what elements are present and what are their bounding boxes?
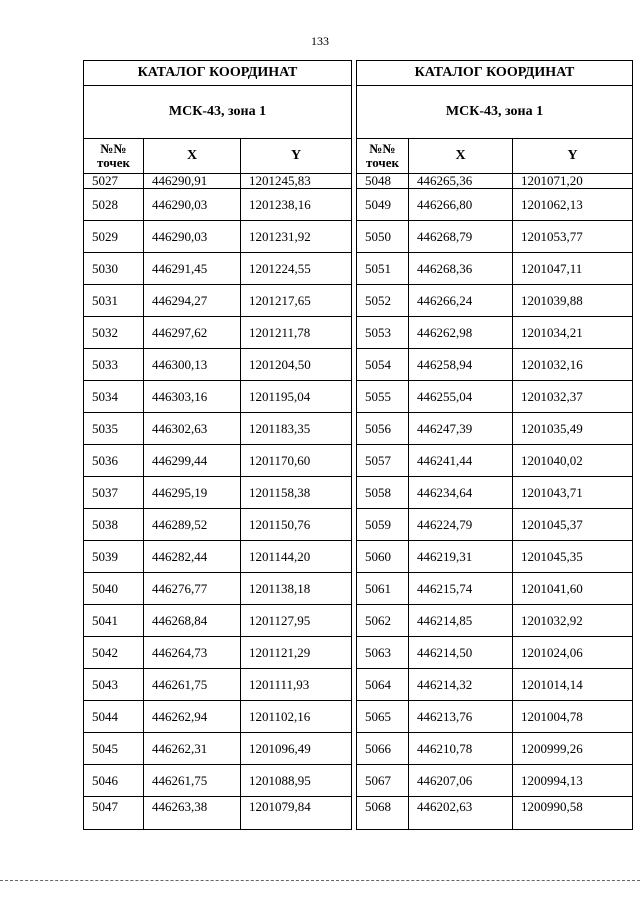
table-row: [357, 733, 633, 765]
x-coordinate-cell: 446224,79: [409, 509, 513, 541]
x-coordinate-cell: 446262,98: [409, 317, 513, 349]
column-header-point-number-line: №№: [100, 141, 127, 156]
y-coordinate-cell: 1200990,58: [513, 797, 633, 830]
y-coordinate-cell: 1201004,78: [513, 701, 633, 733]
x-coordinate-cell: 446263,38: [144, 797, 241, 830]
table-row: [84, 445, 352, 477]
table-row: [357, 413, 633, 445]
column-header-point-number-line: точек: [366, 155, 399, 170]
point-number-cell: 5030: [84, 253, 144, 285]
y-coordinate-cell: 1201195,04: [241, 381, 352, 413]
table-row: [84, 605, 352, 637]
y-coordinate-cell: 1201183,35: [241, 413, 352, 445]
table-row: [357, 349, 633, 381]
column-header-x: X: [409, 139, 513, 174]
point-number-cell: 5033: [84, 349, 144, 381]
y-coordinate-cell: 1201034,21: [513, 317, 633, 349]
x-coordinate-cell: 446219,31: [409, 541, 513, 573]
column-header-point-number: [84, 139, 144, 174]
y-coordinate-cell: 1201039,88: [513, 285, 633, 317]
table-row: [357, 701, 633, 733]
y-coordinate-cell: 1201053,77: [513, 221, 633, 253]
point-number-cell: 5039: [84, 541, 144, 573]
x-coordinate-cell: 446289,52: [144, 509, 241, 541]
y-coordinate-cell: 1201047,11: [513, 253, 633, 285]
point-number-cell: 5051: [357, 253, 409, 285]
x-coordinate-cell: 446291,45: [144, 253, 241, 285]
y-coordinate-cell: 1201014,14: [513, 669, 633, 701]
point-number-cell: 5036: [84, 445, 144, 477]
table-row: [357, 285, 633, 317]
table-row: [84, 477, 352, 509]
y-coordinate-cell: 1201111,93: [241, 669, 352, 701]
table-row: [84, 637, 352, 669]
point-number-cell: 5057: [357, 445, 409, 477]
catalog-title: КАТАЛОГ КООРДИНАТ: [357, 61, 633, 86]
y-coordinate-cell: 1201170,60: [241, 445, 352, 477]
x-coordinate-cell: 446264,73: [144, 637, 241, 669]
y-coordinate-cell: 1201211,78: [241, 317, 352, 349]
x-coordinate-cell: 446276,77: [144, 573, 241, 605]
x-coordinate-cell: 446294,27: [144, 285, 241, 317]
point-number-cell: 5066: [357, 733, 409, 765]
point-number-cell: 5053: [357, 317, 409, 349]
point-number-cell: 5049: [357, 189, 409, 221]
table-row: [357, 221, 633, 253]
coordinate-system-zone: МСК-43, зона 1: [84, 86, 352, 139]
point-number-cell: 5047: [84, 797, 144, 830]
x-coordinate-cell: 446295,19: [144, 477, 241, 509]
point-number-cell: 5042: [84, 637, 144, 669]
x-coordinate-cell: 446297,62: [144, 317, 241, 349]
y-coordinate-cell: 1201245,83: [241, 174, 352, 189]
point-number-cell: 5038: [84, 509, 144, 541]
x-coordinate-cell: 446265,36: [409, 174, 513, 189]
y-coordinate-cell: 1201102,16: [241, 701, 352, 733]
y-coordinate-cell: 1201071,20: [513, 174, 633, 189]
table-row: [357, 509, 633, 541]
point-number-cell: 5055: [357, 381, 409, 413]
coordinate-system-zone: МСК-43, зона 1: [357, 86, 633, 139]
table-row: [84, 765, 352, 797]
y-coordinate-cell: 1201088,95: [241, 765, 352, 797]
table-row: [84, 253, 352, 285]
coordinate-catalog-right: [356, 60, 633, 830]
table-row: [357, 189, 633, 221]
table-row: [357, 381, 633, 413]
table-row: [84, 189, 352, 221]
coordinate-catalog-left: [83, 60, 352, 830]
y-coordinate-cell: 1201217,65: [241, 285, 352, 317]
y-coordinate-cell: 1201144,20: [241, 541, 352, 573]
table-row: [357, 765, 633, 797]
table-row: [84, 285, 352, 317]
x-coordinate-cell: 446268,84: [144, 605, 241, 637]
column-header-point-number-text: [97, 141, 130, 170]
point-number-cell: 5034: [84, 381, 144, 413]
table-row: [357, 541, 633, 573]
x-coordinate-cell: 446215,74: [409, 573, 513, 605]
catalog-title: КАТАЛОГ КООРДИНАТ: [84, 61, 352, 86]
table-row: [84, 317, 352, 349]
coordinate-rows: [84, 174, 352, 830]
y-coordinate-cell: 1201204,50: [241, 349, 352, 381]
x-coordinate-cell: 446214,32: [409, 669, 513, 701]
table-row: [84, 349, 352, 381]
point-number-cell: 5044: [84, 701, 144, 733]
x-coordinate-cell: 446234,64: [409, 477, 513, 509]
table-row: [357, 573, 633, 605]
table-row: [84, 509, 352, 541]
x-coordinate-cell: 446290,91: [144, 174, 241, 189]
x-coordinate-cell: 446300,13: [144, 349, 241, 381]
point-number-cell: 5027: [84, 174, 144, 189]
column-header-x: X: [144, 139, 241, 174]
x-coordinate-cell: 446241,44: [409, 445, 513, 477]
y-coordinate-cell: 1201045,35: [513, 541, 633, 573]
x-coordinate-cell: 446213,76: [409, 701, 513, 733]
column-header-point-number: [357, 139, 409, 174]
y-coordinate-cell: 1201045,37: [513, 509, 633, 541]
point-number-cell: 5060: [357, 541, 409, 573]
page-bottom-rule: [0, 880, 640, 881]
column-header-point-number-line: точек: [97, 155, 130, 170]
y-coordinate-cell: 1200994,13: [513, 765, 633, 797]
y-coordinate-cell: 1201062,13: [513, 189, 633, 221]
y-coordinate-cell: 1201121,29: [241, 637, 352, 669]
point-number-cell: 5028: [84, 189, 144, 221]
table-row: [84, 174, 352, 189]
table-row: [357, 445, 633, 477]
point-number-cell: 5050: [357, 221, 409, 253]
point-number-cell: 5056: [357, 413, 409, 445]
y-coordinate-cell: 1201040,02: [513, 445, 633, 477]
table-row: [84, 701, 352, 733]
table-row: [84, 797, 352, 830]
point-number-cell: 5037: [84, 477, 144, 509]
table-row: [357, 253, 633, 285]
point-number-cell: 5061: [357, 573, 409, 605]
y-coordinate-cell: 1201041,60: [513, 573, 633, 605]
column-header-point-number-text: [366, 141, 399, 170]
table-row: [357, 317, 633, 349]
point-number-cell: 5046: [84, 765, 144, 797]
point-number-cell: 5032: [84, 317, 144, 349]
point-number-cell: 5062: [357, 605, 409, 637]
x-coordinate-cell: 446302,63: [144, 413, 241, 445]
y-coordinate-cell: 1201096,49: [241, 733, 352, 765]
coordinate-rows: [357, 174, 633, 830]
x-coordinate-cell: 446268,36: [409, 253, 513, 285]
x-coordinate-cell: 446282,44: [144, 541, 241, 573]
y-coordinate-cell: 1201024,06: [513, 637, 633, 669]
y-coordinate-cell: 1201032,37: [513, 381, 633, 413]
x-coordinate-cell: 446214,85: [409, 605, 513, 637]
point-number-cell: 5035: [84, 413, 144, 445]
point-number-cell: 5029: [84, 221, 144, 253]
table-row: [357, 174, 633, 189]
table-row: [84, 541, 352, 573]
x-coordinate-cell: 446255,04: [409, 381, 513, 413]
column-header-y: Y: [241, 139, 352, 174]
y-coordinate-cell: 1201032,16: [513, 349, 633, 381]
y-coordinate-cell: 1200999,26: [513, 733, 633, 765]
point-number-cell: 5043: [84, 669, 144, 701]
x-coordinate-cell: 446290,03: [144, 221, 241, 253]
table-row: [357, 669, 633, 701]
point-number-cell: 5058: [357, 477, 409, 509]
y-coordinate-cell: 1201224,55: [241, 253, 352, 285]
table-row: [357, 637, 633, 669]
x-coordinate-cell: 446261,75: [144, 765, 241, 797]
page-number: 133: [311, 34, 329, 48]
point-number-cell: 5065: [357, 701, 409, 733]
point-number-cell: 5041: [84, 605, 144, 637]
x-coordinate-cell: 446303,16: [144, 381, 241, 413]
x-coordinate-cell: 446210,78: [409, 733, 513, 765]
x-coordinate-cell: 446262,31: [144, 733, 241, 765]
point-number-cell: 5067: [357, 765, 409, 797]
x-coordinate-cell: 446247,39: [409, 413, 513, 445]
x-coordinate-cell: 446261,75: [144, 669, 241, 701]
point-number-cell: 5045: [84, 733, 144, 765]
table-row: [84, 573, 352, 605]
table-row: [84, 413, 352, 445]
table-row: [357, 797, 633, 830]
table-row: [84, 221, 352, 253]
point-number-cell: 5040: [84, 573, 144, 605]
point-number-cell: 5048: [357, 174, 409, 189]
y-coordinate-cell: 1201032,92: [513, 605, 633, 637]
column-header-y: Y: [513, 139, 633, 174]
point-number-cell: 5063: [357, 637, 409, 669]
y-coordinate-cell: 1201035,49: [513, 413, 633, 445]
point-number-cell: 5068: [357, 797, 409, 830]
point-number-cell: 5031: [84, 285, 144, 317]
y-coordinate-cell: 1201079,84: [241, 797, 352, 830]
y-coordinate-cell: 1201150,76: [241, 509, 352, 541]
x-coordinate-cell: 446214,50: [409, 637, 513, 669]
table-row: [84, 733, 352, 765]
table-row: [357, 477, 633, 509]
point-number-cell: 5059: [357, 509, 409, 541]
table-row: [357, 605, 633, 637]
y-coordinate-cell: 1201043,71: [513, 477, 633, 509]
column-header-point-number-line: №№: [369, 141, 396, 156]
point-number-cell: 5052: [357, 285, 409, 317]
x-coordinate-cell: 446207,06: [409, 765, 513, 797]
x-coordinate-cell: 446262,94: [144, 701, 241, 733]
point-number-cell: 5064: [357, 669, 409, 701]
y-coordinate-cell: 1201138,18: [241, 573, 352, 605]
point-number-cell: 5054: [357, 349, 409, 381]
x-coordinate-cell: 446299,44: [144, 445, 241, 477]
x-coordinate-cell: 446258,94: [409, 349, 513, 381]
x-coordinate-cell: 446266,80: [409, 189, 513, 221]
x-coordinate-cell: 446290,03: [144, 189, 241, 221]
x-coordinate-cell: 446266,24: [409, 285, 513, 317]
table-row: [84, 669, 352, 701]
y-coordinate-cell: 1201127,95: [241, 605, 352, 637]
y-coordinate-cell: 1201231,92: [241, 221, 352, 253]
y-coordinate-cell: 1201238,16: [241, 189, 352, 221]
y-coordinate-cell: 1201158,38: [241, 477, 352, 509]
x-coordinate-cell: 446202,63: [409, 797, 513, 830]
x-coordinate-cell: 446268,79: [409, 221, 513, 253]
table-row: [84, 381, 352, 413]
